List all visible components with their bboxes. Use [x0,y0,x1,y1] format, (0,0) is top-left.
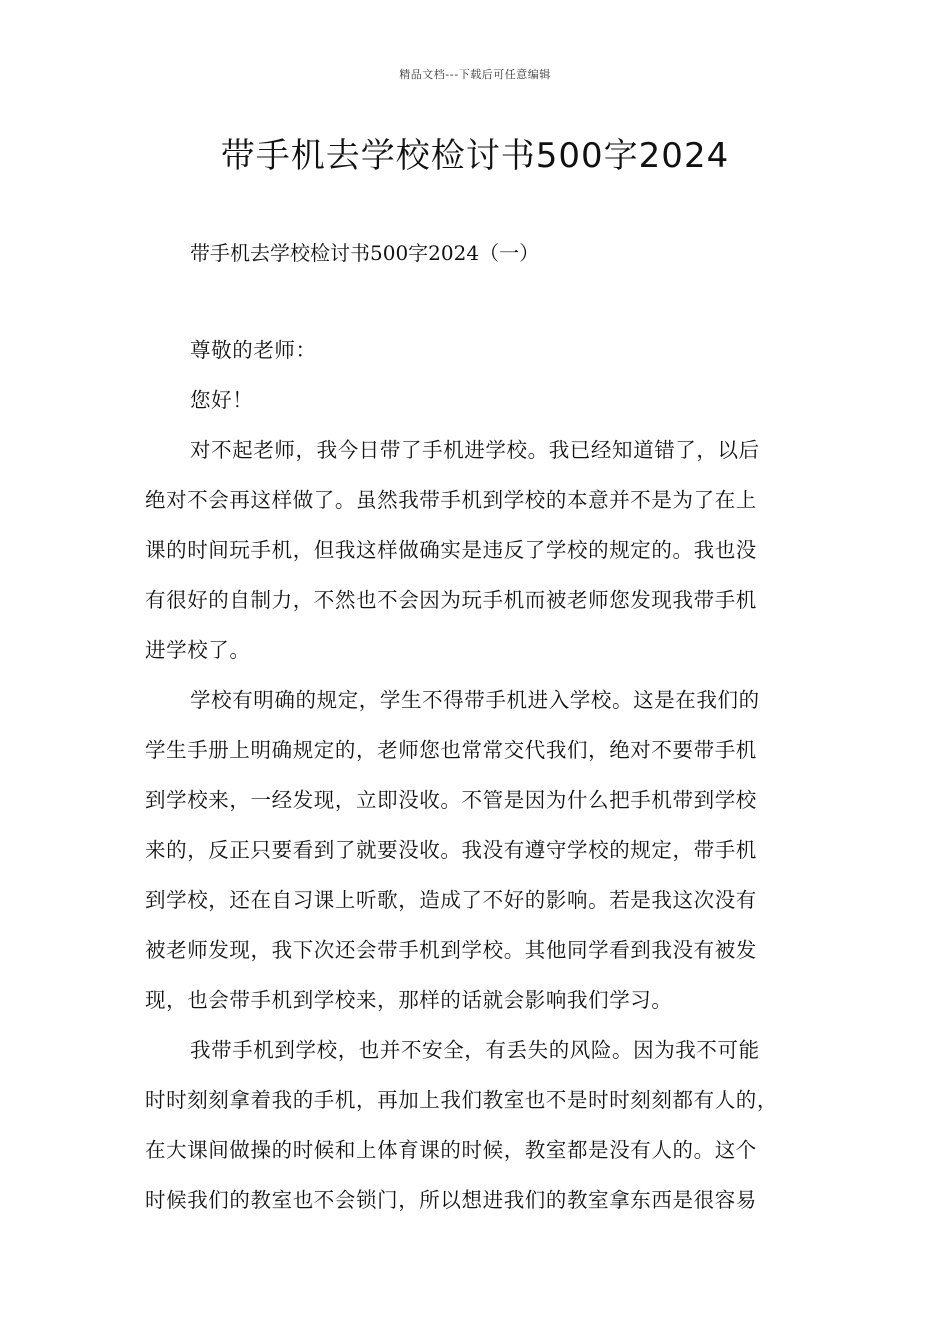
paragraph-line: 时候我们的教室也不会锁门，所以想进我们的教室拿东西是很容易 [145,1188,757,1212]
document-subtitle: 带手机去学校检讨书500字2024（一） [190,241,540,265]
salutation: 尊敬的老师： [190,338,317,362]
header-note: 精品文档---下载后可任意编辑 [399,68,551,81]
paragraph-1 [145,425,810,675]
paragraph-line: 到学校来，一经发现，立即没收。不管是因为什么把手机带到学校 [145,788,757,812]
document-body [145,325,810,1225]
paragraph-line: 进学校了。 [145,638,251,662]
paragraph-line: 绝对不会再这样做了。虽然我带手机到学校的本意并不是为了在上 [145,488,757,512]
paragraph-line: 现，也会带手机到学校来，那样的话就会影响我们学习。 [145,988,673,1012]
paragraph-line: 对不起老师，我今日带了手机进学校。我已经知道错了，以后 [190,438,760,462]
paragraph-line: 来的，反正只要看到了就要没收。我没有遵守学校的规定，带手机 [145,838,757,862]
paragraph-line: 到学校，还在自习课上听歌，造成了不好的影响。若是我这次没有 [145,888,757,912]
paragraph-line: 在大课间做操的时候和上体育课的时候，教室都是没有人的。这个 [145,1138,757,1162]
paragraph-line: 时时刻刻拿着我的手机，再加上我们教室也不是时时刻刻都有人的， [145,1088,778,1112]
paragraph-line: 课的时间玩手机，但我这样做确实是违反了学校的规定的。我也没 [145,538,757,562]
greeting: 您好！ [190,388,254,412]
paragraph-line: 学生手册上明确规定的，老师您也常常交代我们，绝对不要带手机 [145,738,757,762]
paragraph-2 [145,675,810,1025]
paragraph-line: 我带手机到学校，也并不安全，有丢失的风险。因为我不可能 [190,1038,760,1062]
paragraph-line: 被老师发现，我下次还会带手机到学校。其他同学看到我没有被发 [145,938,757,962]
document-title: 带手机去学校检讨书500字2024 [220,136,730,176]
paragraph-line: 学校有明确的规定，学生不得带手机进入学校。这是在我们的 [190,688,760,712]
paragraph-3 [145,1025,810,1225]
paragraph-line: 有很好的自制力，不然也不会因为玩手机而被老师您发现我带手机 [145,588,757,612]
